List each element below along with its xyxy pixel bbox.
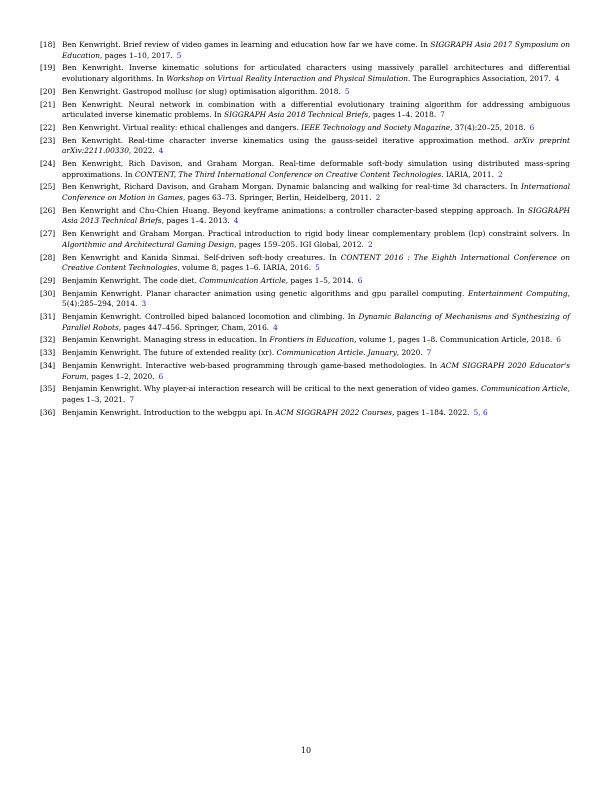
reference-text: Benjamin Kenwright. Introduction to the webgpu api. In [62, 407, 276, 417]
reference-item [40, 361, 570, 382]
reference-text: Ben Kenwright. Real-time character inverse kinematics using the gauss-seidel iterative approximation method. [62, 135, 515, 145]
reference-number: [31] [40, 312, 56, 322]
reference-details: , pages 447–456. Springer, Cham, 2016. [118, 322, 270, 332]
reference-venue: Communication Article. January [276, 348, 397, 358]
reference-item [40, 63, 570, 84]
reference-text: Ben Kenwright, Richard Davison, and Graham Morgan. Dynamic balancing and walking for real-time 3d characters. In [62, 182, 521, 192]
reference-backref-link[interactable]: 7 [426, 348, 432, 358]
reference-backref-link[interactable]: 6 [158, 371, 164, 381]
reference-text: Ben Kenwright and Graham Morgan. Practical introduction to rigid body linear complementary problem (lcp) constraint solvers. In [62, 229, 570, 239]
reference-details: , pages 1–10, 2017. [99, 50, 173, 60]
reference-backref-link[interactable]: 4 [273, 322, 278, 332]
reference-backref-link[interactable]: 5 [315, 263, 320, 273]
reference-number: [33] [40, 348, 56, 358]
reference-number: [28] [40, 252, 56, 262]
reference-backref-link[interactable]: 2 [367, 239, 373, 249]
reference-number: [29] [40, 275, 56, 285]
reference-number: [35] [40, 384, 56, 394]
reference-venue: arXiv preprint arXiv:2211.00330 [62, 135, 570, 156]
reference-venue: SIGGRAPH Asia 2013 Technical Briefs [62, 205, 570, 226]
reference-backref-link[interactable]: 5 [344, 86, 350, 96]
reference-details: , pages 1–3, 2021. [62, 384, 570, 404]
reference-details: , pages 63–73. Springer, Berlin, Heidelberg, 2011. [182, 193, 372, 203]
reference-number: [23] [40, 135, 56, 145]
reference-venue: Communication Article [481, 384, 568, 394]
reference-number: [34] [40, 361, 56, 371]
reference-item [40, 159, 570, 180]
reference-details: , 2020. [396, 348, 423, 358]
reference-venue: ACM SIGGRAPH 2020 Educator's Forum [62, 361, 570, 381]
reference-backref-link[interactable]: 6 [529, 122, 535, 132]
reference-item [40, 312, 570, 333]
reference-venue: SIGGRAPH Asia 2017 Symposium on Education [62, 40, 570, 60]
reference-number: [22] [40, 122, 56, 132]
reference-details: , pages 159–205. IGI Global, 2012. [234, 239, 364, 249]
reference-item [40, 100, 570, 121]
reference-venue: Entertainment Computing [467, 288, 568, 298]
reference-item [40, 182, 570, 203]
reference-backref-link[interactable]: 7 [129, 395, 135, 404]
reference-item [40, 229, 570, 250]
reference-venue: IEEE Technology and Society Magazine [301, 122, 451, 132]
reference-details: , pages 1–4. 2018. [368, 110, 437, 120]
reference-item [40, 136, 570, 157]
reference-venue: CONTENT 2016 : The Eighth International Conference on Creative Content Technologies [62, 252, 570, 273]
reference-venue: SIGGRAPH Asia 2018 Technical Briefs [224, 110, 369, 120]
reference-number: [30] [40, 288, 56, 298]
reference-text: Ben Kenwright. Neural network in combination with a differential evolutionary training algorithm for addressing ambiguous articulated inverse kinematic problems. In [62, 99, 570, 120]
reference-details: , pages 1–5, 2014. [285, 275, 354, 285]
reference-number: [25] [40, 182, 56, 192]
reference-text: Benjamin Kenwright. The future of extended reality (xr). [62, 348, 277, 358]
reference-text: Benjamin Kenwright. Why player-ai interaction research will be critical to the next generation of video games. [62, 384, 481, 394]
reference-text: Benjamin Kenwright. Controlled biped balanced locomotion and climbing. In [62, 312, 359, 322]
reference-text: Ben Kenwright. Gastropod mollusc (or slug) optimisation algorithm. 2018. [62, 86, 341, 96]
reference-venue: Algorithmic and Architectural Gaming Design [62, 239, 235, 249]
reference-backref-link[interactable]: 5 [176, 50, 182, 60]
reference-details: . The Eurographics Association, 2017. [408, 73, 551, 83]
reference-number: [24] [40, 159, 56, 169]
reference-backref-link[interactable]: 2 [497, 169, 503, 179]
reference-venue: International Conference on Motion in Games [62, 182, 570, 203]
reference-backref-link[interactable]: 4 [158, 146, 164, 156]
reference-number: [27] [40, 229, 56, 239]
reference-details: , volume 8, pages 1–6. IARIA, 2016. [177, 263, 312, 273]
reference-item [40, 123, 570, 134]
reference-venue: Communication Article [199, 275, 286, 285]
reference-item [40, 289, 570, 310]
reference-text: Ben Kenwright. Virtual reality: ethical challenges and dangers. [62, 122, 302, 132]
reference-venue: Frontiers in Education [269, 335, 355, 345]
reference-item [40, 348, 570, 359]
reference-item [40, 276, 570, 287]
reference-backref-link[interactable]: 7 [440, 110, 445, 120]
reference-venue: CONTENT, The Third International Conference on Creative Content Technologies [134, 169, 442, 179]
reference-details: , 5(4):285–294, 2014. [62, 288, 571, 309]
reference-number: [32] [40, 335, 56, 345]
reference-details: , pages 1–4. 2013. [161, 216, 230, 226]
reference-text: Ben Kenwright. Brief review of video games in learning and education how far we have come. In [62, 40, 431, 49]
reference-backref-link[interactable]: 5, 6 [473, 407, 488, 417]
reference-backref-link[interactable]: 6 [556, 335, 561, 345]
reference-text: Ben Kenwright. Inverse kinematic solutions for articulated characters using massively parallel architectures and differential evolutionary algorithms. In [62, 63, 570, 83]
reference-number: [21] [40, 99, 56, 109]
reference-details: . IARIA, 2011. [441, 169, 494, 179]
reference-item [40, 87, 570, 98]
reference-item [40, 335, 570, 346]
page-number: 10 [300, 746, 312, 755]
reference-backref-link[interactable]: 4 [554, 73, 560, 83]
reference-list [40, 40, 570, 421]
reference-text: Benjamin Kenwright. Planar character animation using genetic algorithms and gpu parallel computing. [62, 288, 468, 298]
reference-item [40, 408, 570, 419]
reference-details: , 37(4):20–25, 2018. [450, 122, 526, 132]
reference-item [40, 253, 570, 274]
reference-backref-link[interactable]: 6 [357, 275, 363, 285]
reference-text: Ben Kenwright, Rich Davison, and Graham Morgan. Real-time deformable soft-body simulation using distributed mass-spring approximations. In [62, 159, 570, 179]
reference-venue: Workshop on Virtual Reality Interaction and Physical Simulation [166, 73, 409, 83]
reference-item [40, 40, 570, 61]
reference-backref-link[interactable]: 4 [233, 216, 239, 226]
reference-details: , 2022. [128, 146, 155, 156]
reference-details: , volume 1, pages 1–8. Communication Article, 2018. [354, 335, 553, 345]
reference-number: [18] [40, 40, 56, 49]
reference-item [40, 206, 570, 227]
reference-text: Benjamin Kenwright. Managing stress in education. In [62, 335, 270, 345]
reference-details: , pages 1–184. 2022. [392, 407, 470, 417]
reference-venue: Dynamic Balancing of Mechanisms and Synthesizing of Parallel Robots [62, 312, 570, 332]
reference-text: Ben Kenwright and Kanida Sinmai. Self-driven soft-body creatures. In [62, 252, 341, 262]
reference-backref-link[interactable]: 3 [141, 299, 147, 309]
reference-backref-link[interactable]: 2 [375, 193, 381, 203]
reference-number: [19] [40, 63, 56, 73]
reference-text: Ben Kenwright and Chu-Chien Huang. Beyond keyframe animations: a controller character-based stepping approach. In [62, 205, 528, 215]
reference-number: [36] [40, 407, 56, 417]
reference-item [40, 384, 570, 405]
reference-number: [20] [40, 86, 56, 96]
reference-number: [26] [40, 205, 56, 215]
reference-text: Benjamin Kenwright. The code diet. [62, 275, 200, 285]
reference-details: , pages 1–2, 2020. [86, 371, 155, 381]
reference-venue: ACM SIGGRAPH 2022 Courses [275, 407, 393, 417]
reference-text: Benjamin Kenwright. Interactive web-based programming through game-based methodologies. In [62, 361, 441, 371]
